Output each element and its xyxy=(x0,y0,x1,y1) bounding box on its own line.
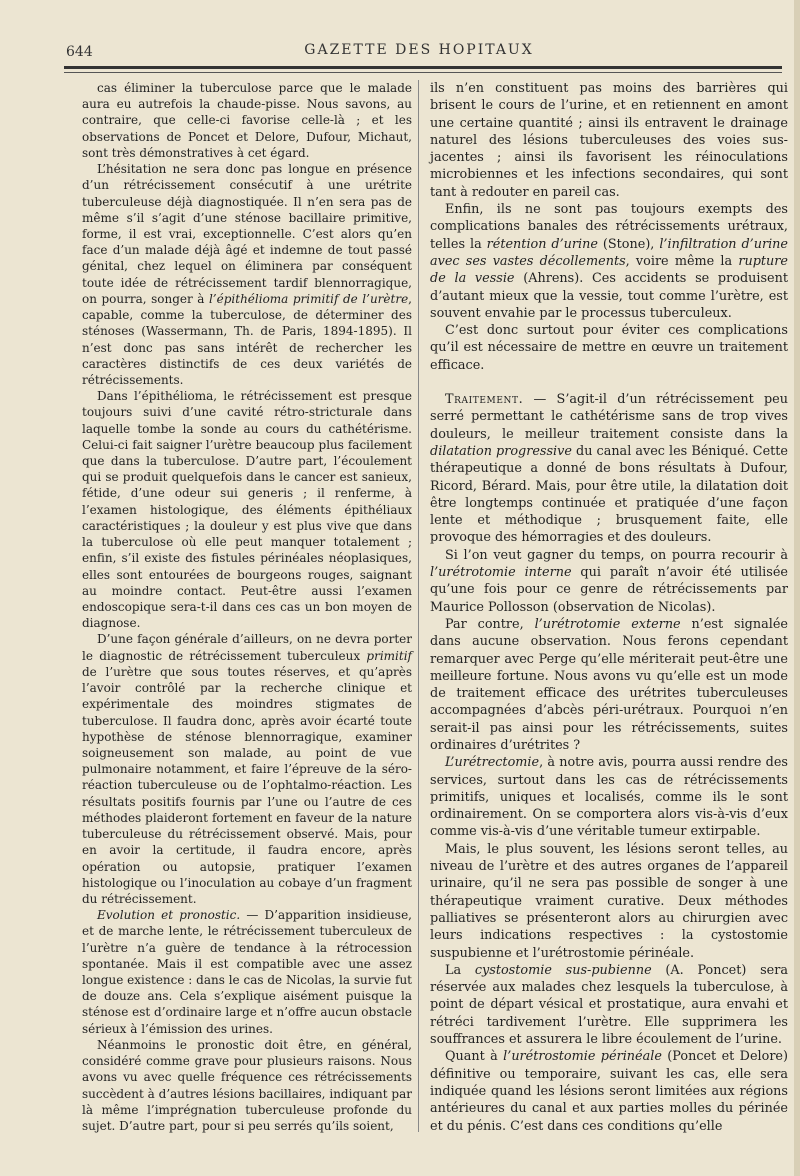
text-segment: La xyxy=(445,962,475,978)
paragraph xyxy=(82,631,412,907)
text-segment: L’hésitation ne sera donc pas longue en présence d’un rétrécissement consécutif à une urétrite tuberculeuse déjà diagnostiquée. Il n’en sera pas de même s’il s’agit d’une sténose bacillaire primitive, forme, il est vrai, exceptionnelle. C’est alors qu’en face d’un malade déjà âgé et indemne de tout passé génital, chez lequel on éliminera par conséquent toute idée de rétrécissement tardif blennorragique, on pourra, songer à xyxy=(82,162,412,306)
paragraph xyxy=(430,616,788,754)
text-segment: Mais, le plus souvent, les lésions seront telles, au niveau de l’urètre et des autres organes de l’appareil urinaire, qu’il ne sera pas possible de songer à une thérapeutique vraiment curative. Deux méthodes palliatives se présenteront alors au chirurgien avec leurs indications respectives : la cystostomie suspubienne et l’urétrostomie périnéale. xyxy=(430,841,788,961)
italic-text: l’infiltration d’urine avec ses vastes décollements xyxy=(430,236,788,269)
text-segment: , voire même la xyxy=(625,253,739,269)
paragraph xyxy=(430,841,788,962)
paragraph xyxy=(82,161,412,388)
paragraph xyxy=(430,201,788,322)
paragraph xyxy=(82,80,412,161)
italic-text: L’urétrectomie xyxy=(445,755,540,771)
text-segment: cas éliminer la tuberculose parce que le malade aura eu autrefois la chaude-pisse. Nous savons, au contraire, que celle-ci favorise celle-là ; et les observations de Poncet et Delore, Dufour, Michaut, sont très démonstratives à cet égard. xyxy=(82,81,412,160)
text-segment: Par contre, xyxy=(445,616,535,632)
text-segment: Néanmoins le pronostic doit être, en général, considéré comme grave pour plusieurs raisons. Nous avons vu avec quelle fréquence ces rétrécissements succèdent à d’autres lésions bacillaires, indiquant par là même l’imprégnation tuberculeuse profonde du sujet. D’autre part, pour si peu serrés qu’ils soient, xyxy=(82,1037,412,1133)
right-column xyxy=(430,80,788,1135)
italic-text: rupture de la vessie xyxy=(430,253,788,287)
header-rule-thin xyxy=(64,72,782,73)
page-header xyxy=(58,40,780,66)
paragraph xyxy=(430,1048,788,1134)
text-segment: Quant à xyxy=(445,1049,504,1065)
page-number: 644 xyxy=(66,44,93,60)
paragraph xyxy=(430,547,788,616)
italic-text: l’épithélioma primitif de l’urètre xyxy=(208,291,409,306)
paragraph xyxy=(430,322,788,374)
paragraph xyxy=(430,80,788,201)
text-segment: Si l’on veut gagner du temps, on pourra recourir à xyxy=(445,547,788,563)
italic-text: primitif xyxy=(366,648,412,663)
paragraph xyxy=(82,1037,412,1134)
paragraph xyxy=(430,962,788,1048)
header-rule-thick xyxy=(64,66,782,69)
paragraph xyxy=(430,391,788,547)
italic-text: rétention d’urine xyxy=(486,236,598,252)
text-segment: (A. Poncet) sera réservée aux malades chez lesquels la tuberculose, à point de départ vésical et prostatique, aura envahi et rétréci tardivement l’urètre. Elle supprimera les souffrances et assurera le libre écoulement de l’urine. xyxy=(430,962,788,1048)
text-segment: , capable, comme la tuberculose, de déterminer des sténoses (Wassermann, Th. de Paris, 1894-1895). Il n’est donc pas sans intérêt de rechercher les caractères distinctifs de ces deux variétés de rétrécissements. xyxy=(82,291,412,387)
text-segment: n’est signalée dans aucune observation. Nous ferons cependant remarquer avec Perge qu’elle mériterait peut-être une meilleure fortune. Nous avons vu qu’elle est un mode de traitement efficace des urétrites tuberculeuses accompagnées d’abcès péri-urétraux. Pourquoi n’en serait-il pas ainsi pour les rétrécissements, suites ordinaires d’urétrites ? xyxy=(430,616,788,753)
paragraph xyxy=(82,388,412,631)
italic-text: dilatation progressive xyxy=(430,443,572,459)
italic-text: l’urétrotomie interne xyxy=(430,565,572,581)
italic-text: l’urétrostomie périnéale xyxy=(503,1049,662,1065)
paragraph xyxy=(82,907,412,1037)
text-segment: (Ahrens). Ces accidents se produisent d’autant mieux que la vessie, tout comme l’urètre, est souvent envahie par le processus tuberculeux. xyxy=(430,271,788,321)
text-segment: — D’apparition insidieuse, et de marche lente, le rétrécissement tuberculeux de l’urètre n’a guère de tendance à la rétrocession spontanée. Mais il est compatible avec une assez longue existence : dans le cas de Nicolas, la survie fut de douze ans. Cela s’explique aisément puisque la sténose est d’ordinaire large et n’offre aucun obstacle sérieux à l’émission des urines. xyxy=(82,908,412,1036)
text-segment: C’est donc surtout pour éviter ces complications qu’il est nécessaire de mettre en œuvre un traitement efficace. xyxy=(430,323,788,373)
italic-text: cystostomie sus-pubienne xyxy=(474,962,652,978)
italic-text: l’urétrotomie externe xyxy=(534,616,681,632)
italic-text: Evolution et pronostic. xyxy=(97,908,241,923)
text-segment: Dans l’épithélioma, le rétrécissement est presque toujours suivi d’une cavité rétro-stricturale dans laquelle tombe la sonde au cours du cathétérisme. Celui-ci fait saigner l’urètre beaucoup plus facilement que dans la tuberculose. D’autre part, l’écoulement qui se produit quelquefois dans le cancer est sanieux, fétide, d’une odeur sui generis ; il renferme, à l’examen histologique, des éléments épithéliaux caractéristiques ; la douleur y est plus vive que dans la tuberculose où elle peut manquer totalement ; enfin, s’il existe des fistules périnéales néoplasiques, elles sont entourées de bourgeons rouges, saignant au moindre contact. Peut-être aussi l’examen endoscopique sera-t-il dans ces cas un bon moyen de diagnose. xyxy=(82,389,412,631)
text-segment: (Stone), xyxy=(597,236,660,252)
text-segment: du canal avec les Béniqué. Cette thérapeutique a donné de bons résultats à Dufour, Ricord, Bérard. Mais, pour être utile, la dilatation doit être longtemps continuée et pratiquée d’une façon lente et méthodique ; brusquement faite, elle provoque des hémorragies et des douleurs. xyxy=(430,443,788,546)
text-segment: D’une façon générale d’ailleurs, on ne devra porter le diagnostic de rétrécissement tuberculeux xyxy=(82,632,412,663)
page-edge xyxy=(794,0,800,1176)
text-segment: — S’agit-il d’un rétrécissement peu serré permettant le cathétérisme sans de trop vives douleurs, le meilleur traitement consiste dans la xyxy=(430,392,788,442)
text-segment: (Poncet et Delore) définitive ou temporaire, suivant les cas, elle sera indiquée quand les lésions seront limitées aux régions antérieures du canal et aux parties molles du périnée et du pénis. C’est dans ces conditions qu’elle xyxy=(430,1049,788,1134)
text-segment: ils n’en constituent pas moins des barrières qui brisent le cours de l’urine, et en retiennent en amont une certaine quantité ; ainsi ils entravent le drainage naturel des lésions tuberculeuses des voies sus-jacentes ; ainsi ils favorisent les réinoculations microbiennes et les infections secondaires, qui sont tant à redouter en pareil cas. xyxy=(430,81,788,200)
column-divider xyxy=(418,80,419,1132)
section-heading: Traitement. xyxy=(445,392,524,408)
left-column xyxy=(82,80,412,1134)
text-segment: Enfin, ils ne sont pas toujours exempts des complications banales des rétrécissements urétraux, telles la xyxy=(430,202,788,252)
journal-title: GAZETTE DES HOPITAUX xyxy=(304,42,534,58)
text-segment: , à notre avis, pourra aussi rendre des services, surtout dans les cas de rétrécissements primitifs, uniques et localisés, comme ils le sont ordinairement. On se comportera alors vis-à-vis d’eux comme vis-à-vis d’une véritable tumeur extirpable. xyxy=(430,755,788,840)
paragraph xyxy=(430,754,788,840)
text-segment: qui paraît n’avoir été utilisée qu’une fois pour ce genre de rétrécissements par Maurice Pollosson (observation de Nicolas). xyxy=(430,565,788,615)
text-segment: de l’urètre que sous toutes réserves, et qu’après l’avoir contrôlé par la recherche clinique et expérimentale des moindres stigmates de tuberculose. Il faudra donc, après avoir écarté toute hypothèse de sténose blennorragique, examiner soigneusement son malade, au point de vue pulmonaire notamment, et faire l’épreuve de la séro-réaction tuberculeuse ou de l’ophtalmo-réaction. Les résultats positifs fournis par l’une ou l’autre de ces méthodes plaideront fortement en faveur de la nature tuberculeuse du rétrécissement observé. Mais, pour en avoir la certitude, il faudra encore, après opération ou autopsie, pratiquer l’examen histologique ou l’inoculation au cobaye d’un fragment du rétrécissement. xyxy=(82,664,412,906)
